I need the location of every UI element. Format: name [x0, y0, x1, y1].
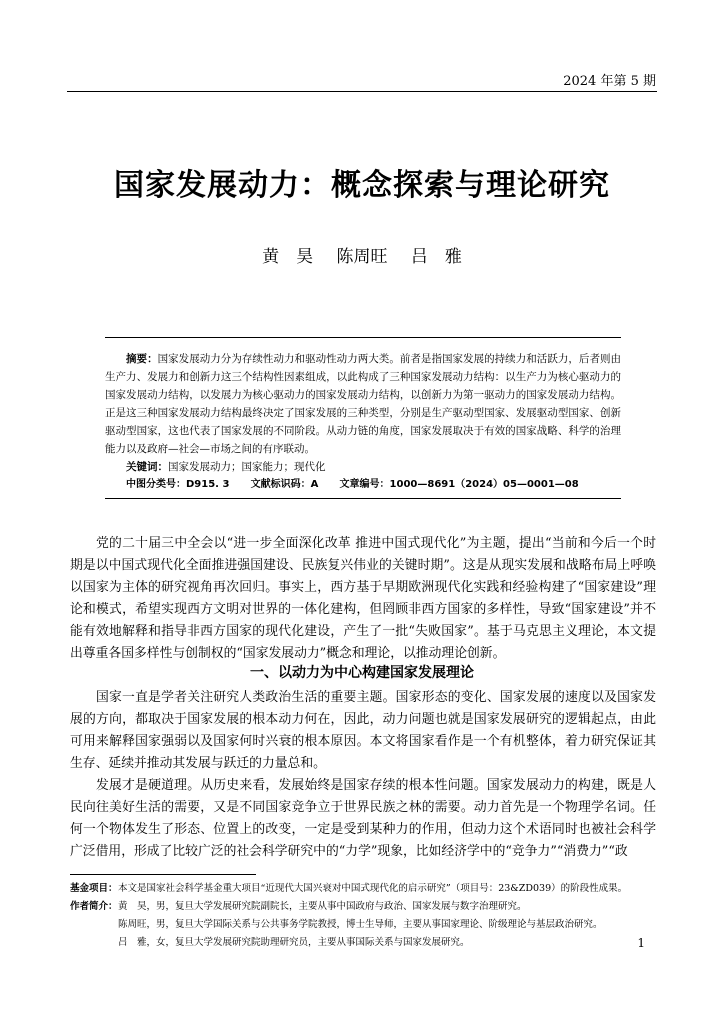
author-footnote	[70, 934, 660, 952]
article-number: 文章编号：1000—8691（2024）05—0001—08	[339, 479, 579, 490]
keywords-label: 关键词：	[126, 461, 168, 473]
abstract-top-divider	[105, 337, 621, 338]
body-paragraph: 发展才是硬道理。从历史来看，发展始终是国家存续的根本性问题。国家发展动力的构建，既是人民向往美好生活的需要，又是不同国家竞争立于世界民族之林的需要。动力首先是一个物理学名词。任何一个物体发生了形态、位置上的改变，一定是受到某种力的作用，但动力这个术语同时也被社会科学广泛借用，形成了比较广泛的社会科学研究中的“力学”现象，比如经济学中的“竞争力”“消费力”“政	[70, 778, 656, 859]
keywords-line	[126, 458, 621, 476]
author-name: 黄 昊	[262, 247, 314, 267]
footnotes	[70, 880, 660, 952]
abstract-block	[105, 350, 621, 494]
page-number: 1	[637, 936, 645, 950]
abstract-bottom-divider	[105, 498, 621, 499]
header-divider	[67, 91, 657, 92]
body-paragraph: 国家一直是学者关注研究人类政治生活的重要主题。国家形态的变化、国家发展的速度以及国家发展的方向，都取决于国家发展的根本动力何在，因此，动力问题也就是国家发展研究的逻辑起点，由此可用来解释国家强弱以及国家何时兴衰的根本原因。本文将国家看作是一个有机整体，着力研究保证其生存、延续并推动其发展与跃迁的力量总和。	[70, 690, 656, 771]
section-body	[70, 687, 656, 863]
fund-footnote	[70, 880, 660, 898]
document-code: 文献标识码：A	[250, 479, 319, 490]
intro-paragraph: 党的二十届三中全会以“进一步全面深化改革 推进中国式现代化”为主题，提出“当前和今后一个时期是以中国式现代化全面推进强国建设、民族复兴伟业的关键时期”。这是从现实发展和战略布局上呼唤以国家为主体的研究视角再次回归。事实上，西方基于早期欧洲现代化实践和经验构建了“国家建设”理论和模式，希望实现西方文明对世界的一体化建构，但罔顾非西方国家的多样性，导致“国家建设”并不能有效地解释和指导非西方国家的现代化建设，产生了一批“失败国家”。基于马克思主义理论，本文提出尊重各国多样性与创制权的“国家发展动力”概念和理论，以推动理论创新。	[70, 536, 656, 661]
keywords-value: 国家发展动力；国家能力；现代化	[168, 461, 326, 473]
issue-label: 2024 年第 5 期	[563, 74, 656, 89]
author-bio: 吕 雅，女，复旦大学发展研究院助理研究员，主要从事国际关系与国家发展研究。	[118, 937, 470, 948]
author-bio: 陈周旺，男，复旦大学国际关系与公共事务学院教授，博士生导师，主要从事国家理论、阶级理论与基层政治研究。	[118, 919, 603, 930]
author-name: 吕 雅	[410, 247, 462, 267]
fund-text: 本文是国家社会科学基金重大项目“近现代大国兴衰对中国式现代化的启示研究”（项目号：23&ZD039）的阶段性成果。	[118, 883, 628, 894]
author-footnote	[70, 898, 660, 916]
class-number: 中图分类号：D915. 3	[126, 479, 230, 490]
author-footnote	[70, 916, 660, 934]
article-title: 国家发展动力：概念探索与理论研究	[114, 168, 610, 203]
classification-line	[126, 476, 621, 494]
abstract-text: 国家发展动力分为存续性动力和驱动性动力两大类。前者是指国家发展的持续力和活跃力，后者则由生产力、发展力和创新力这三个结构性因素组成，以此构成了三种国家发展动力结构：以生产力为核心驱动力的国家发展动力结构，以发展力为核心驱动力的国家发展动力结构，以创新力为第一驱动力的国家发展动力结构。正是这三种国家发展动力结构最终决定了国家发展的三种类型，分别是生产驱动型国家、发展驱动型国家、创新驱动型国家，这也代表了国家发展的不同阶段。从动力链的角度，国家发展取决于有效的国家战略、科学的治理能力以及政府—社会—市场之间的有序联动。	[105, 353, 622, 455]
intro-section	[70, 533, 656, 665]
fund-label: 基金项目：	[70, 883, 118, 894]
author-name: 陈周旺	[336, 247, 388, 267]
abstract-paragraph	[105, 350, 621, 458]
footnote-divider	[70, 874, 256, 875]
author-bio-label: 作者简介：	[70, 901, 118, 912]
author-bio: 黄 昊，男，复旦大学发展研究院副院长，主要从事中国政府与政治、国家发展与数字治理研究。	[118, 901, 527, 912]
author-list	[0, 242, 724, 267]
abstract-label: 摘要：	[126, 353, 158, 365]
section-heading: 一、以动力为中心构建国家发展理论	[250, 665, 474, 681]
